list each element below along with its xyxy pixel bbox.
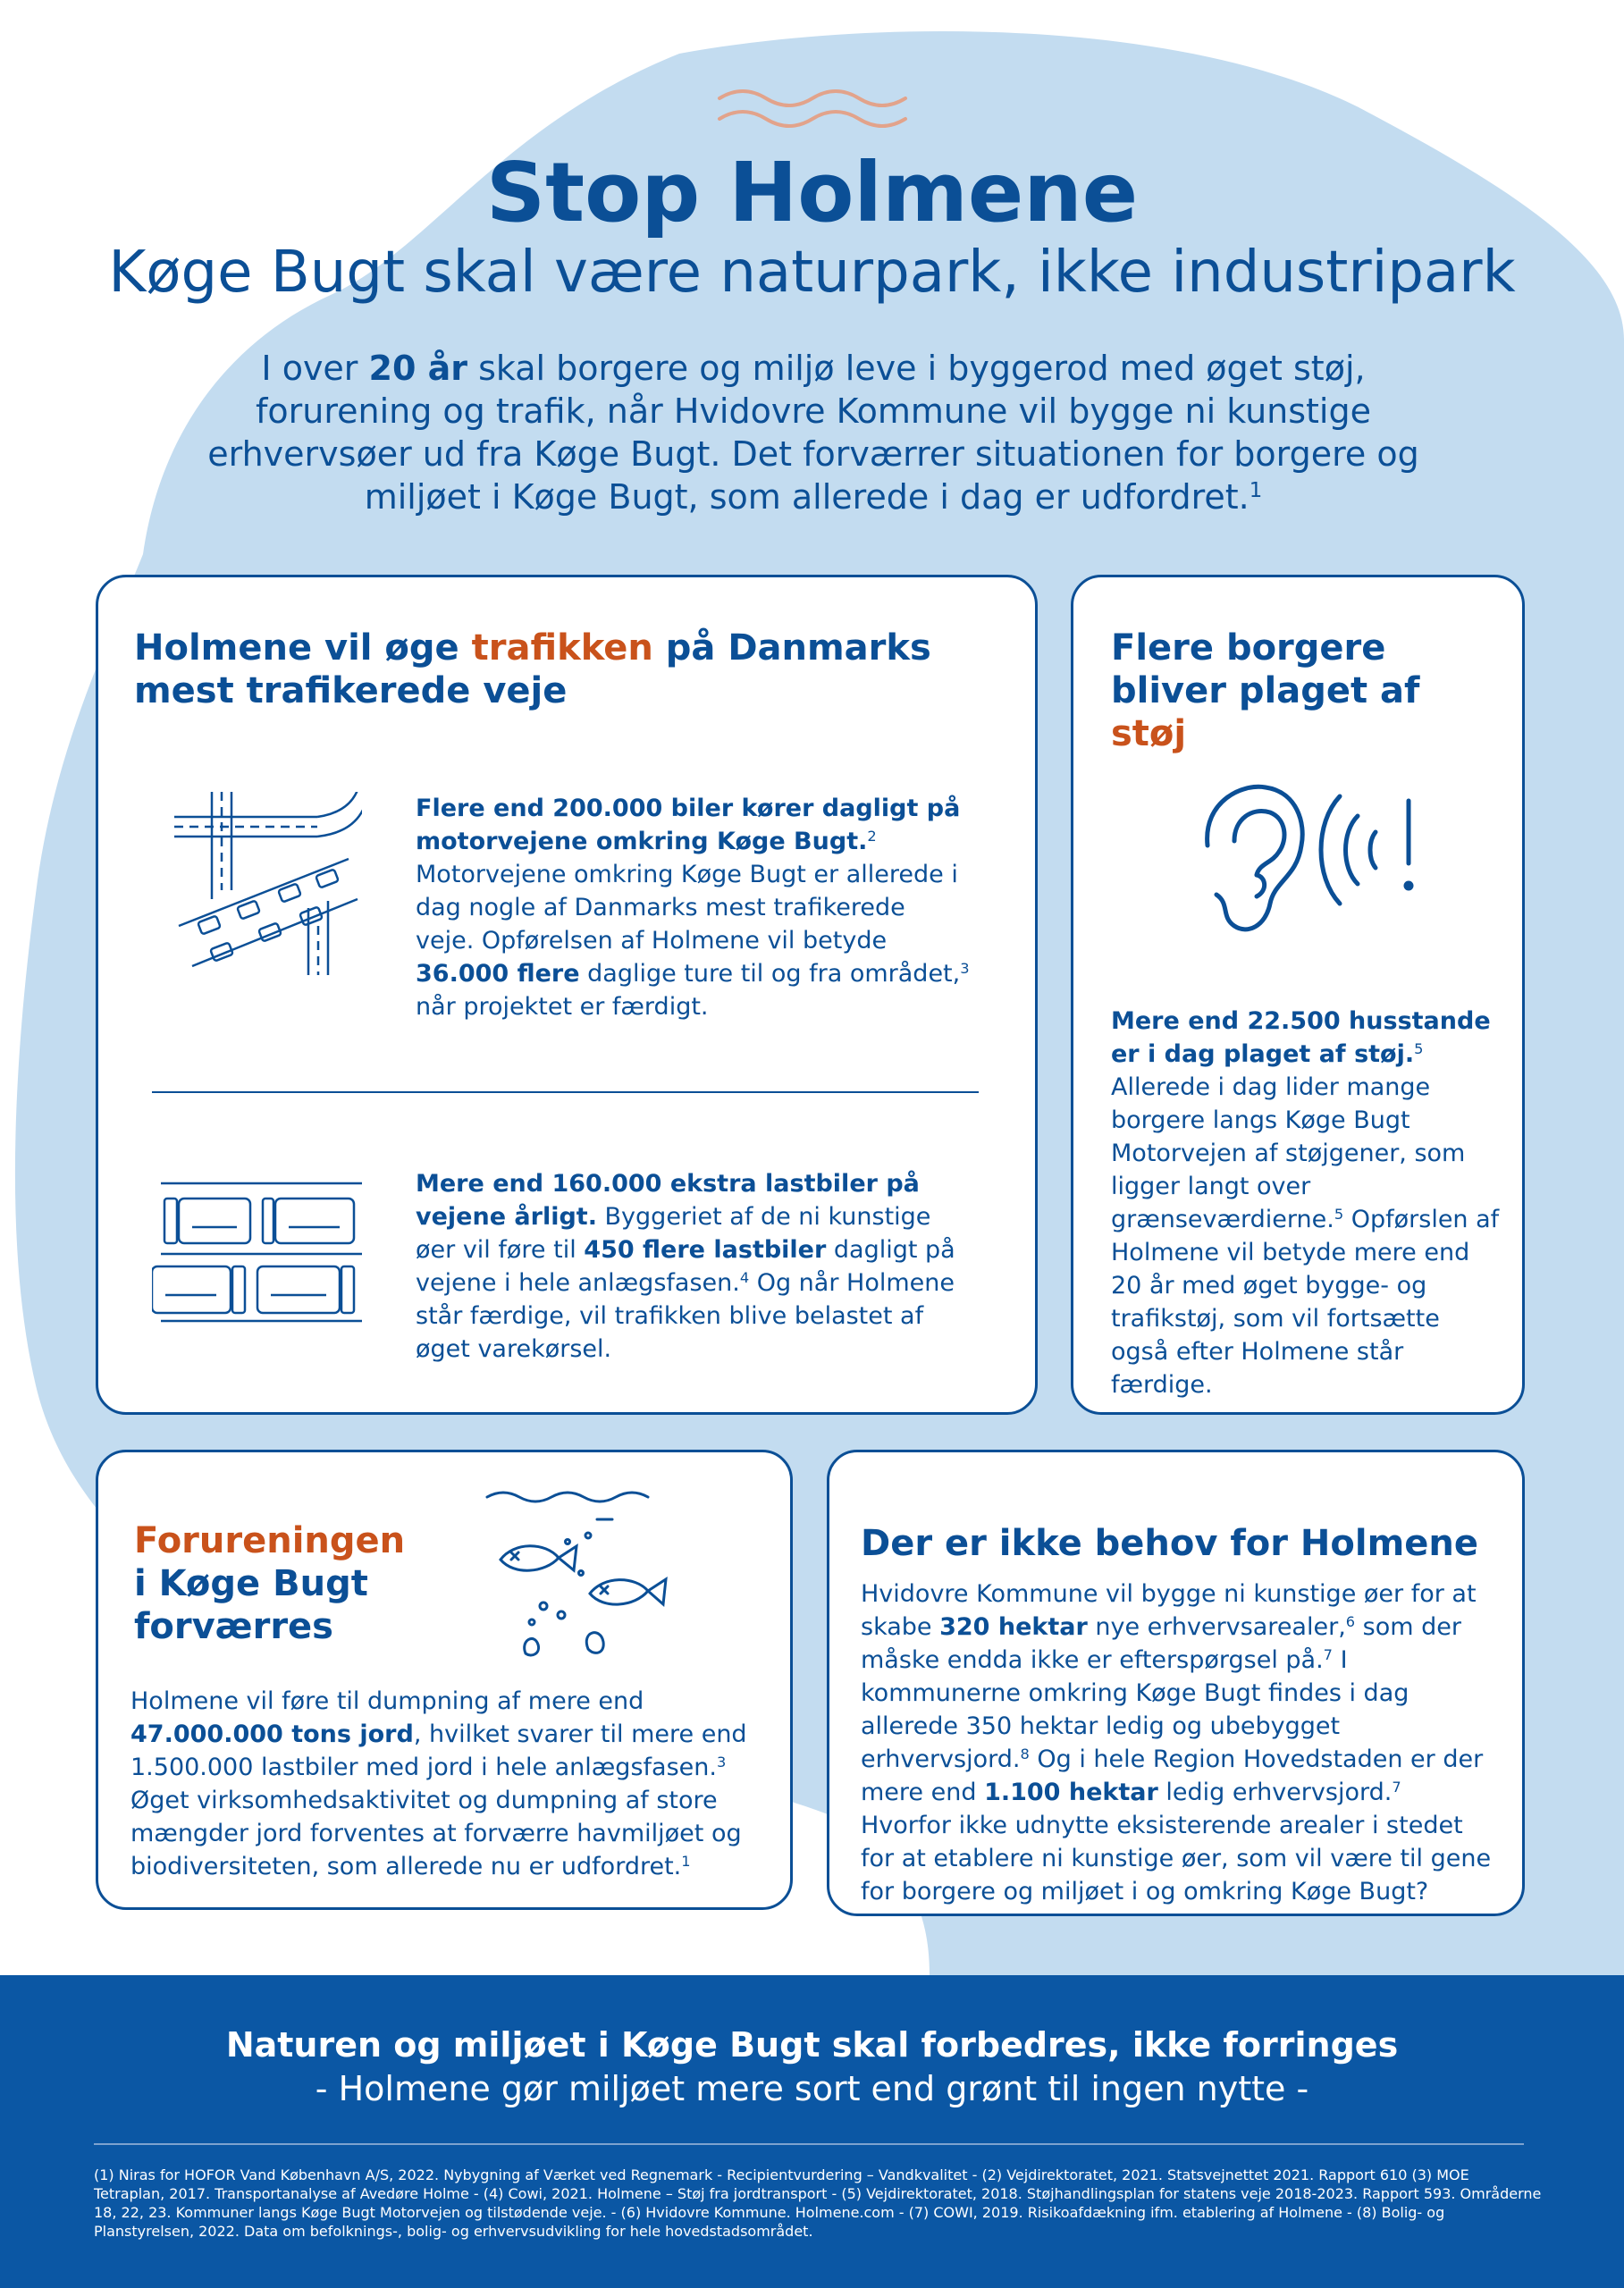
ear-noise-icon xyxy=(1190,778,1422,939)
page-title: Stop Holmene xyxy=(485,145,1139,240)
footer-banner xyxy=(0,1975,1624,2288)
traffic-divider xyxy=(152,1091,979,1093)
waves-icon xyxy=(715,85,912,139)
footer-divider xyxy=(94,2143,1524,2145)
need-paragraph: Hvidovre Kommune vil bygge ni kunstige øer for at skabe 320 hektar nye erhvervsarealer,$^6$ som der måske endda ikke er efterspørgsel på.$^7$ I kommunerne omkring Køge Bugt findes i dag allerede 350 hektar ledig og ubebygget erhvervsjord.$^8$ Og i hele Region Hovedstaden er der mere end 1.100 hektar ledig erhvervsjord.$^7$ Hvorfor ikke udnytte eksisterende arealer i stedet for at etablere ni kunstige øer, som vil være til gene for borgere og miljøet i og omkring Køge Bugt? xyxy=(861,1580,1492,1905)
traffic-heading: Holmene vil øge trafikken på Danmarks mest trafikerede veje xyxy=(134,627,931,711)
footer-references: (1) Niras for HOFOR Vand København A/S, 2022. Nybygning af Værket ved Regnemark - Recipientvurdering – Vandkvalitet - (2) Vejdirektoratet, 2021. Statsvejnettet 2021. Rapport 610 (3) MOE Tetraplan, 2017. Transportanalyse af Avedøre Holme - (4) Cowi, 2021. Holmene – Støj fra jordtransport - (5) Vejdirektoratet, 2018. Støjhandlingsplan for statens veje 2018-2023. Rapport 593. Områderne 18, 22, 23. Kommuner langs Køge Bugt Motorvejen og tilstødende veje. - (6) Hvidovre Kommune. Holmene.com - (7) COWI, 2019. Risikoafdækning ifm. etablering af Holmene - (8) Bolig- og Planstyrelsen, 2022. Data om befolknings-, bolig- og erhvervsudvikling for hele hovedstadsområdet. xyxy=(94,2166,1542,2240)
footer-title: Naturen og miljøet i Køge Bugt skal forbedres, ikke forringes xyxy=(225,2025,1399,2065)
noise-card xyxy=(1071,575,1525,1415)
footer-subtitle: - Holmene gør miljøet mere sort end grønt til ingen nytte - xyxy=(315,2069,1309,2108)
pollution-card xyxy=(96,1450,793,1910)
noise-heading: Flere borgere bliver plaget af støj xyxy=(1111,627,1420,754)
intro-paragraph: I over 20 år skal borgere og miljø leve i byggerod med øget støj, forurening og trafik, når Hvidovre Kommune vil bygge ni kunstige erhvervsøer ud fra Køge Bugt. Det forværrer situationen for borgere og miljøet i Køge Bugt, som allerede i dag er udfordret.$^1$ xyxy=(207,349,1419,517)
pollution-heading: Forureningen i Køge Bugt forværres xyxy=(134,1520,406,1647)
pollution-paragraph: Holmene vil føre til dumpning af mere end 47.000.000 tons jord, hvilket svarer til mere end 1.500.000 lastbiler med jord i hele anlægsfasen.$^3$ Øget virksomhedsaktivitet og dumpning af store mængder jord forventes at forværre havmiljøet og biodiversiteten, som allerede nu er udfordret.$^1$ xyxy=(130,1687,747,1880)
need-heading: Der er ikke behov for Holmene xyxy=(861,1523,1478,1564)
dead-fish-icon xyxy=(483,1488,679,1667)
need-card xyxy=(827,1450,1525,1916)
traffic-paragraph-trucks: Mere end 160.000 ekstra lastbiler på vejene årligt. Byggeriet af de ni kunstige øer vil føre til 450 flere lastbiler dagligt på vejene i hele anlægsfasen.$^4$ Og når Holmene står færdige, vil trafikken blive belastet af øget varekørsel. xyxy=(416,1170,955,1363)
page-subtitle: Køge Bugt skal være naturpark, ikke industripark xyxy=(108,240,1516,306)
traffic-paragraph-cars: Flere end 200.000 biler kører dagligt på motorvejene omkring Køge Bugt.$^2$ Motorvejene omkring Køge Bugt er allerede i dag nogle af Danmarks mest trafikerede veje. Opførelsen af Holmene vil betyde 36.000 flere daglige ture til og fra området,$^3$ når projektet er færdigt. xyxy=(416,795,970,1021)
highway-interchange-icon xyxy=(174,792,362,975)
noise-paragraph: Mere end 22.500 husstande er i dag plaget af støj.$^5$ Allerede i dag lider mange borgere langs Køge Bugt Motorvejen af støjgener, som ligger langt over grænseværdierne.$^5$ Opførslen af Holmene vil betyde mere end 20 år med øget bygge- og trafikstøj, som vil fortsætte også efter Holmene står færdige. xyxy=(1111,1007,1500,1399)
trucks-icon xyxy=(152,1181,366,1324)
traffic-card xyxy=(96,575,1038,1415)
